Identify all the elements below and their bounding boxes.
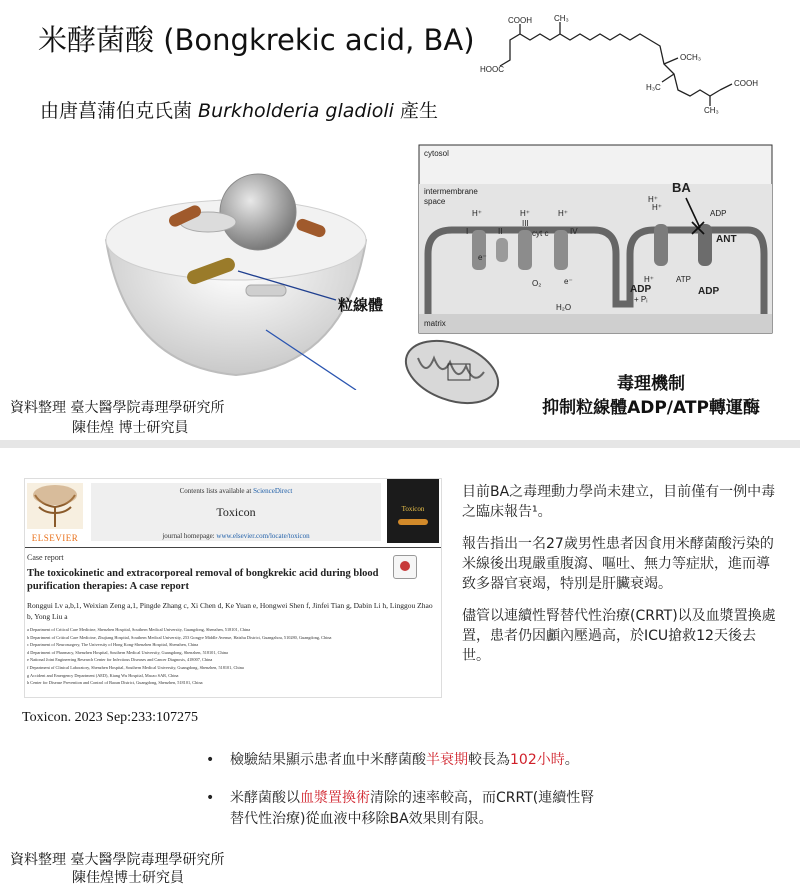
affiliation: h Center for Disease Prevention and Control of Baoan District, Guangdong, Shenzhen, 518101, China bbox=[27, 680, 203, 686]
page-title: 米酵菌酸 (Bongkrekic acid, BA) bbox=[38, 23, 475, 57]
adp-label: ADP bbox=[698, 286, 720, 297]
elsevier-logo bbox=[27, 483, 83, 541]
subtitle-prefix: 由唐菖蒲伯克氏菌 bbox=[40, 100, 199, 122]
complex-label: IV bbox=[570, 227, 578, 236]
credit-line-2: 陳佳煌 博士研究員 bbox=[72, 420, 189, 436]
bullet-1-text bbox=[230, 750, 626, 771]
paragraph-2: 報告指出一名27歲男性患者因食用米酵菌酸污染的米線後出現嚴重腹瀉、嘔吐、無力等症狀，進而導致多器官衰竭，特別是肝臟衰竭。 bbox=[462, 536, 774, 592]
mitochondria-label: 粒線體 bbox=[338, 296, 384, 314]
bond bbox=[664, 58, 678, 64]
bond bbox=[662, 74, 674, 82]
h-plus-label: H⁺ bbox=[472, 209, 482, 218]
electron-label: e⁻ bbox=[564, 277, 573, 286]
credit-line-1: 資料整理 臺大醫學院毒理學研究所 bbox=[10, 852, 225, 868]
organelle bbox=[246, 285, 286, 296]
bond bbox=[720, 84, 732, 90]
sciencedirect-link[interactable]: ScienceDirect bbox=[253, 487, 293, 495]
citation: Toxicon. 2023 Sep:233:107275 bbox=[22, 710, 198, 725]
complex-i bbox=[472, 230, 486, 270]
space-label: space bbox=[424, 197, 446, 206]
cell-illustration bbox=[96, 150, 386, 390]
bullet-1-e: 。 bbox=[564, 752, 579, 768]
affiliation: b Department of Critical Care Medicine, Zhujiang Hospital, Southern Medical University, 253 Gongye Middle Avenue, Haizhu District, Guangzhou, 510280, Guangdong, China bbox=[27, 634, 332, 640]
bongkrekic-acid-structure bbox=[478, 14, 778, 114]
affiliation: e National Joint Engineering Research Center for Infectious Diseases and Cancer Diagnosis, 418007, China bbox=[27, 657, 213, 663]
complex-iii bbox=[518, 230, 532, 270]
journal-name: Toxicon bbox=[216, 505, 256, 519]
h-plus-label: H⁺ bbox=[644, 275, 654, 284]
mechanism-description: 抑制粒線體ADP/ATP轉運酶 bbox=[542, 398, 760, 418]
affiliation: d Department of Pharmacy, Shenzhen Hospital, Southern Medical University, Guangdong, Shenzhen, 518101, China bbox=[27, 649, 228, 655]
highlight-half-life: 半衰期 bbox=[426, 752, 468, 768]
intermembrane-label: intermembrane bbox=[424, 187, 478, 196]
affiliation: f Department of Clinical Laboratory, Shenzhen Hospital, Southern Medical University, Guangdong, Shenzhen, 518101, China bbox=[27, 664, 244, 670]
structure-label: H₃C bbox=[646, 83, 661, 92]
affiliation: a Department of Critical Care Medicine, Shenzhen Hospital, Southern Medical University, Guangdong, Shenzhen, 518101, China bbox=[27, 627, 251, 632]
mechanism-diagram bbox=[418, 144, 773, 334]
h-plus-label: H⁺ bbox=[558, 209, 568, 218]
cover-art bbox=[398, 519, 428, 525]
journal-banner bbox=[91, 483, 381, 541]
elsevier-wordmark: ELSEVIER bbox=[31, 533, 79, 543]
bullet-1-c: 較長為 bbox=[468, 752, 510, 768]
matrix-label: matrix bbox=[424, 319, 446, 328]
homepage-link[interactable]: www.elsevier.com/locate/toxicon bbox=[216, 532, 310, 540]
check-updates-icon[interactable] bbox=[393, 555, 417, 579]
highlight-102-hours: 102小時 bbox=[510, 752, 565, 768]
atp-label: ATP bbox=[676, 275, 691, 284]
author-list: Ronggui Lv a,b,1, Weixian Zeng a,1, Pingde Zhang c, Xi Chen d, Ke Yuan e, Hongwei Shen f, Jinfei Tian g, Dabin Li h, Linggou Zhao b, Yong Liu a bbox=[27, 601, 433, 621]
highlight-plasma-exchange: 血漿置換術 bbox=[300, 790, 370, 806]
credit-line-2: 陳佳煌博士研究員 bbox=[72, 870, 184, 885]
credit-line-1: 資料整理 臺大醫學院毒理學研究所 bbox=[10, 400, 225, 416]
slide-1 bbox=[0, 0, 800, 440]
mechanism-title: 毒理機制 bbox=[617, 374, 685, 394]
complex-label: II bbox=[498, 227, 503, 236]
cover-title: Toxicon bbox=[401, 505, 425, 513]
bullet-1 bbox=[206, 750, 626, 771]
ant-label: ANT bbox=[716, 234, 737, 245]
electron-label: e⁻ bbox=[478, 253, 487, 262]
paper-header bbox=[24, 478, 442, 698]
oxygen-label: O₂ bbox=[532, 279, 542, 288]
homepage-line bbox=[91, 532, 381, 540]
contents-line bbox=[91, 487, 381, 495]
elsevier-tree-icon bbox=[27, 483, 83, 529]
affiliation: c Department of Neurosurgery, The University of Hong Kong-Shenzhen Hospital, Shenzhen, China bbox=[27, 642, 199, 648]
complex-label: III bbox=[522, 219, 529, 228]
bullet-2-c: 清除的速率較高，而CRRT(連續性腎替代性治療)從血液中移除BA效果則有限。 bbox=[230, 790, 595, 827]
cytosol-label: cytosol bbox=[424, 149, 449, 158]
mitochondrion-illustration bbox=[400, 328, 510, 412]
slide-2 bbox=[0, 448, 800, 885]
paragraph-3: 儘管以連續性腎替代性治療(CRRT)以及血漿置換處置，患者仍因顱內壓過高，於ICU搶救12天後去世。 bbox=[462, 608, 776, 664]
subtitle-suffix: 產生 bbox=[393, 100, 438, 122]
structure-label: CH₃ bbox=[704, 106, 719, 114]
structure-label: COOH bbox=[734, 79, 758, 88]
complex-label: I bbox=[466, 227, 469, 236]
article-title: The toxicokinetic and extracorporeal removal of bongkrekic acid during blood purification therapies: A case report bbox=[27, 568, 379, 592]
bullet-2-text bbox=[230, 788, 606, 830]
h-plus-label: H⁺ bbox=[648, 195, 658, 204]
atp-synthase bbox=[654, 224, 668, 266]
journal-cover bbox=[387, 479, 439, 543]
article-type: Case report bbox=[27, 553, 64, 562]
h-plus-label: H⁺ bbox=[652, 203, 662, 212]
h-plus-label: H⁺ bbox=[520, 209, 530, 218]
complex-label: cyt c bbox=[532, 229, 549, 238]
bullet-dot: • bbox=[206, 790, 215, 806]
bullet-dot: • bbox=[206, 752, 215, 768]
structure-label: OCH₃ bbox=[680, 53, 702, 62]
contents-text: Contents lists available at bbox=[179, 487, 252, 495]
divider bbox=[25, 547, 441, 548]
complex-iv bbox=[554, 230, 568, 270]
paragraph-1: 目前BA之毒理動力學尚未建立，目前僅有一例中毒之臨床報告¹。 bbox=[462, 484, 776, 520]
bullet-2 bbox=[206, 788, 606, 830]
homepage-text: journal homepage: bbox=[162, 532, 215, 540]
adp-label: ADP bbox=[710, 209, 727, 218]
structure-label: HOOC bbox=[480, 65, 504, 74]
bullet-1-a: 檢驗結果顯示患者血中米酵菌酸 bbox=[230, 752, 426, 768]
water-label: H₂O bbox=[556, 303, 572, 312]
species-name: Burkholderia gladioli bbox=[198, 100, 394, 122]
structure-label: CH₃ bbox=[554, 14, 569, 23]
carbon-chain bbox=[500, 34, 720, 96]
bullet-2-a: 米酵菌酸以 bbox=[230, 790, 300, 806]
adp-label: ADP bbox=[630, 284, 652, 295]
nucleus bbox=[220, 174, 296, 250]
phosphate-label: + Pᵢ bbox=[634, 295, 648, 304]
structure-label: COOH bbox=[508, 16, 532, 25]
affiliations bbox=[27, 626, 437, 687]
subtitle bbox=[40, 96, 438, 123]
complex-ii bbox=[496, 238, 508, 262]
ba-label: BA bbox=[672, 180, 691, 195]
affiliation: g Accident and Emergency Department (AED), Kiang Wu Hospital, Macao SAR, China bbox=[27, 672, 179, 678]
